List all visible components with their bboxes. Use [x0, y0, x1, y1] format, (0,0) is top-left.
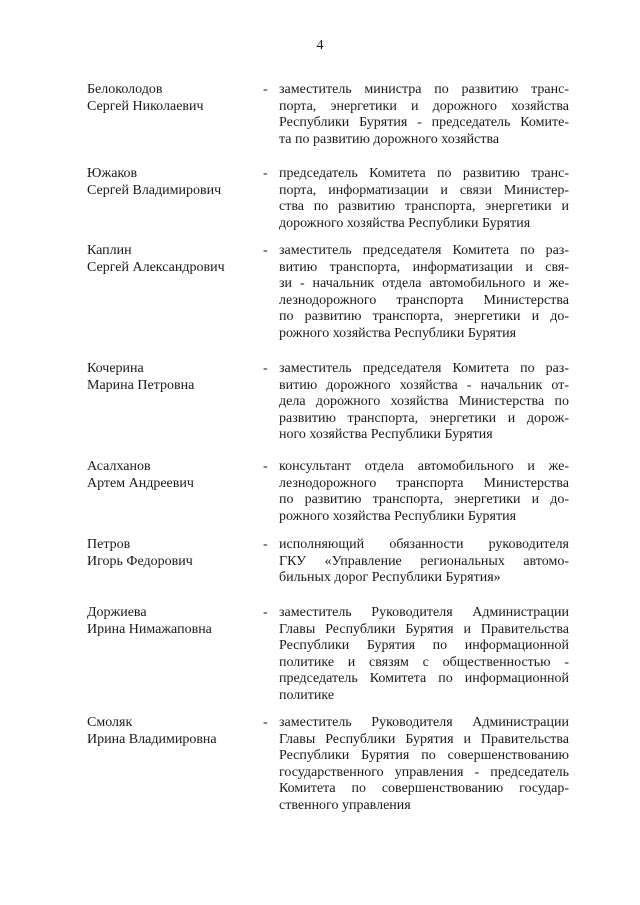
member-name	[87, 605, 257, 638]
role-line: дорожного хозяйства Республики Бурятия	[279, 215, 531, 231]
role-line: развитию транспорта, энергетики и дорож-	[279, 410, 569, 426]
role-line: дела дорожного хозяйства Министерства по	[279, 394, 569, 410]
role-line: ства по развитию транспорта, энергетики и	[279, 199, 569, 215]
member-entry	[87, 715, 569, 815]
member-name	[87, 243, 257, 276]
role-line: заместитель Руководителя Администрации	[279, 715, 569, 730]
member-name	[87, 537, 257, 570]
dash-separator: -	[263, 537, 268, 552]
member-role	[279, 166, 569, 232]
role-line: зи - начальник отдела автомобильного и же-	[279, 276, 569, 292]
member-entry	[87, 243, 569, 343]
role-line: заместитель председателя Комитета по раз-	[279, 361, 569, 376]
dash-separator: -	[263, 459, 268, 474]
role-line: консультант отдела автомобильного и же-	[279, 459, 569, 474]
member-surname: Южаков	[87, 166, 138, 181]
role-line: заместитель Руководителя Администрации	[279, 605, 569, 620]
role-line: рожного хозяйства Республики Бурятия	[279, 325, 517, 341]
member-entry	[87, 82, 569, 148]
role-line: по развитию транспорта, энергетики и до-	[279, 492, 569, 508]
role-line: председатель Комитета по информационной	[279, 671, 569, 687]
role-line: Республики Бурятия по совершенствованию	[279, 748, 569, 764]
member-entry	[87, 459, 569, 525]
member-entry	[87, 361, 569, 444]
member-given-names: Сергей Николаевич	[87, 98, 204, 114]
member-surname: Петров	[87, 537, 131, 552]
role-line: Главы Республики Бурятия и Правительства	[279, 621, 569, 637]
member-role	[279, 243, 569, 343]
role-line: рожного хозяйства Республики Бурятия	[279, 508, 517, 524]
role-line: заместитель министра по развитию транс-	[279, 82, 569, 97]
role-line: Главы Республики Бурятия и Правительства	[279, 731, 569, 747]
role-line: государственного управления - председатель	[279, 764, 569, 780]
role-line: ГКУ «Управление региональных автомо-	[279, 553, 569, 569]
role-line: заместитель председателя Комитета по раз-	[279, 243, 569, 258]
role-line: Комитета по совершенствованию государ-	[279, 781, 569, 797]
role-line: Республики Бурятия по информационной	[279, 638, 569, 654]
member-name	[87, 715, 257, 748]
member-role	[279, 715, 569, 815]
member-surname: Белоколодов	[87, 82, 163, 97]
member-surname: Кочерина	[87, 361, 144, 376]
member-name	[87, 166, 257, 199]
role-line: исполняющий обязанности руководителя	[279, 537, 569, 552]
member-role	[279, 537, 569, 587]
dash-separator: -	[263, 361, 268, 376]
dash-separator: -	[263, 166, 268, 181]
role-line: витию дорожного хозяйства - начальник от-	[279, 377, 569, 393]
member-entry	[87, 166, 569, 232]
member-surname: Каплин	[87, 243, 132, 258]
role-line: витию транспорта, информатизации и свя-	[279, 259, 569, 275]
member-surname: Доржиева	[87, 605, 147, 620]
role-line: по развитию транспорта, энергетики и до-	[279, 309, 569, 325]
dash-separator: -	[263, 82, 268, 97]
role-line: политике и связям с общественностью -	[279, 654, 569, 670]
role-line: лезнодорожного транспорта Министерства	[279, 475, 569, 491]
member-given-names: Марина Петровна	[87, 377, 195, 393]
role-line: лезнодорожного транспорта Министерства	[279, 292, 569, 308]
dash-separator: -	[263, 715, 268, 730]
role-line: ного хозяйства Республики Бурятия	[279, 427, 493, 443]
role-line: порта, информатизации и связи Министер-	[279, 182, 569, 198]
member-given-names: Артем Андреевич	[87, 475, 194, 491]
role-line: политике	[279, 687, 335, 703]
member-given-names: Ирина Нимажаповна	[87, 621, 212, 637]
member-role	[279, 82, 569, 148]
member-surname: Асалханов	[87, 459, 151, 474]
member-given-names: Игорь Федорович	[87, 553, 193, 569]
dash-separator: -	[263, 605, 268, 620]
member-surname: Смоляк	[87, 715, 133, 730]
member-role	[279, 605, 569, 705]
role-line: порта, энергетики и дорожного хозяйства	[279, 98, 569, 114]
role-line: председатель Комитета по развитию транс-	[279, 166, 569, 181]
member-name	[87, 361, 257, 394]
member-given-names: Сергей Александрович	[87, 259, 225, 275]
member-given-names: Ирина Владимировна	[87, 731, 217, 747]
role-line: Республики Бурятия - председатель Комите-	[279, 115, 569, 131]
page-number: 4	[316, 38, 324, 53]
role-line: бильных дорог Республики Бурятия»	[279, 570, 501, 586]
member-given-names: Сергей Владимирович	[87, 182, 222, 198]
member-name	[87, 82, 257, 115]
member-name	[87, 459, 257, 492]
role-line: та по развитию дорожного хозяйства	[279, 131, 500, 147]
role-line: ственного управления	[279, 797, 411, 813]
member-role	[279, 361, 569, 444]
member-entry	[87, 605, 569, 705]
dash-separator: -	[263, 243, 268, 258]
member-entry	[87, 537, 569, 587]
member-role	[279, 459, 569, 525]
